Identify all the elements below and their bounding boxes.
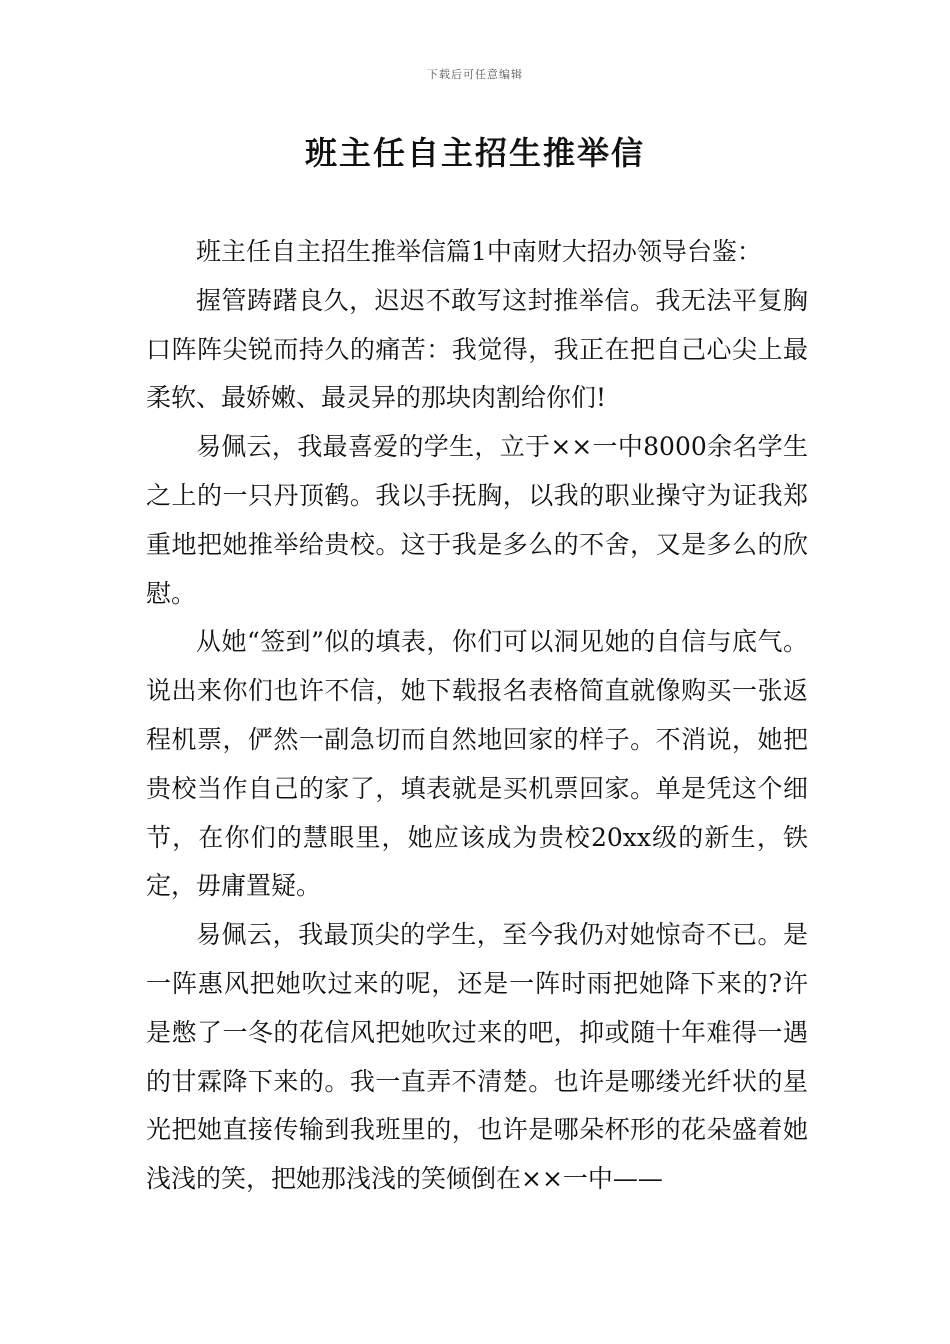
header-note: 下载后可任意编辑 — [427, 68, 523, 81]
paragraph-introduction: 易佩云，我最喜爱的学生，立于××一中8000余名学生之上的一只丹顶鹤。我以手抚胸，以我的职业操守为证我郑重地把她推举给贵校。这于我是多么的不舍，又是多么的欣慰。 — [146, 432, 808, 608]
paragraph-opening: 握管踌躇良久，迟迟不敢写这封推举信。我无法平复胸口阵阵尖锐而持久的痛苦：我觉得，我正在把自己心尖上最柔软、最娇嫩、最灵异的那块肉割给你们! — [146, 285, 808, 413]
document-title: 班主任自主招生推举信 — [304, 134, 645, 172]
paragraph-praise: 易佩云，我最顶尖的学生，至今我仍对她惊奇不已。是一阵惠风把她吹过来的呢，还是一阵时雨把她降下来的?许是憋了一冬的花信风把她吹过来的吧，抑或随十年难得一遇的甘霖降下来的。我一直弄不清楚。也许是哪缕光纤状的星光把她直接传输到我班里的，也许是哪朵杯形的花朵盛着她浅浅的笑，把她那浅浅的笑倾倒在××一中—— — [146, 920, 808, 1194]
document-body — [146, 228, 808, 1204]
paragraph-salutation: 班主任自主招生推举信篇1中南财大招办领导台鉴： — [196, 237, 762, 266]
paragraph-application: 从她“签到”似的填表，你们可以洞见她的自信与底气。说出来你们也许不信，她下载报名表格简直就像购买一张返程机票，俨然一副急切而自然地回家的样子。不消说，她把贵校当作自己的家了，填表就是买机票回家。单是凭这个细节，在你们的慧眼里，她应该成为贵校20xx级的新生，铁定，毋庸置疑。 — [146, 627, 808, 901]
